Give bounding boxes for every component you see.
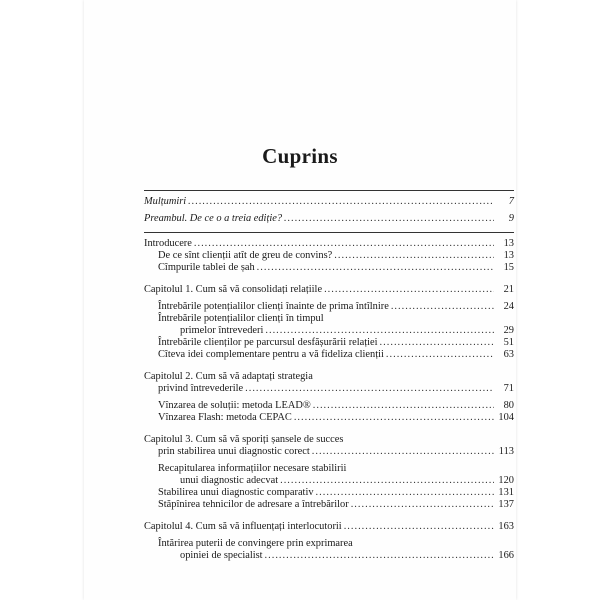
- toc-entry-label: Întărirea puterii de convingere prin exprimarea: [158, 538, 353, 549]
- toc-subentry[interactable]: [158, 400, 514, 412]
- divider: [144, 232, 514, 233]
- toc-entry-multumiri[interactable]: [144, 196, 514, 208]
- toc-entry-label: Capitolul 2. Cum să vă adaptați strategia: [144, 371, 313, 382]
- toc-subentry[interactable]: [158, 463, 514, 487]
- toc-entry-page: 9: [508, 213, 514, 224]
- book-page: [84, 0, 516, 600]
- toc-entry-label-cont: unui diagnostic adecvat: [180, 475, 279, 486]
- toc-entry-preambul[interactable]: [144, 213, 514, 225]
- toc-entry-page: 7: [508, 196, 514, 207]
- toc-subentry[interactable]: [158, 487, 514, 499]
- toc-entry-label: Stabilirea unui diagnostic comparativ: [158, 487, 314, 498]
- toc-entry-page: 137: [498, 499, 514, 510]
- toc-entry-label: Cîteva idei complementare pentru a vă fideliza clienții: [158, 349, 384, 360]
- toc-entry-label: Capitolul 1. Cum să vă consolidați relațiile: [144, 284, 323, 295]
- toc-entry-label-cont: prin stabilirea unui diagnostic corect: [158, 446, 310, 457]
- toc-subentry[interactable]: [158, 262, 514, 274]
- toc-entry-label-cont: primelor întrevederi: [180, 325, 264, 336]
- toc-entry-page: 163: [498, 521, 514, 532]
- toc-entry-chapter-2[interactable]: [144, 371, 514, 395]
- page-title: Cuprins: [262, 144, 338, 168]
- toc-entry-page: 29: [503, 325, 514, 336]
- toc-entry-page: 51: [503, 337, 514, 348]
- toc-entry-chapter-4[interactable]: [144, 521, 514, 533]
- toc-entry-page: 71: [503, 383, 514, 394]
- toc-entry-label: Vînzarea Flash: metoda CEPAC: [158, 412, 292, 423]
- toc-entry-label: Cîmpurile tablei de șah: [158, 262, 255, 273]
- toc-entry-page: 13: [503, 250, 514, 261]
- toc-entry-label: Vînzarea de soluții: metoda LEAD®: [158, 400, 311, 411]
- toc-entry-label: Preambul. De ce o a treia ediție?: [144, 213, 283, 224]
- toc-subentry[interactable]: [158, 499, 514, 511]
- toc-entry-page: 166: [498, 550, 514, 561]
- toc-entry-label: Mulțumiri: [144, 196, 187, 207]
- toc-entry-page: 15: [503, 262, 514, 273]
- toc-entry-page: 24: [503, 301, 514, 312]
- toc-subentry[interactable]: [158, 313, 514, 337]
- toc-subentry[interactable]: [158, 349, 514, 361]
- toc-subentry[interactable]: [158, 250, 514, 262]
- toc-entry-label: De ce sînt clienții atît de greu de convins?: [158, 250, 333, 261]
- toc-entry-page: 120: [498, 475, 514, 486]
- toc-entry-label: Capitolul 3. Cum să vă sporiți șansele de succes: [144, 434, 344, 445]
- toc-entry-label: Stăpînirea tehnicilor de adresare a întrebărilor: [158, 499, 349, 510]
- toc-entry-page: 104: [498, 412, 514, 423]
- toc-entry-label: Introducere: [144, 238, 192, 249]
- toc-entry-page: 80: [503, 400, 514, 411]
- toc-entry-page: 113: [498, 446, 514, 457]
- toc-entry-page: 21: [503, 284, 514, 295]
- toc-entry-page: 131: [498, 487, 514, 498]
- toc-entry-label: Întrebările potențialilor clienți înainte de prima întîlnire: [158, 301, 389, 312]
- toc-entry-page: 63: [503, 349, 514, 360]
- toc-subentry[interactable]: [158, 301, 514, 313]
- toc-entry-chapter-1[interactable]: [144, 284, 514, 296]
- toc-subentry[interactable]: [158, 412, 514, 424]
- toc-entry-chapter-3[interactable]: [144, 434, 514, 458]
- toc-entry-label-cont: privind întrevederile: [158, 383, 244, 394]
- toc-subentry[interactable]: [158, 538, 514, 562]
- toc-entry-label-cont: opiniei de specialist: [180, 550, 263, 561]
- toc-entry-label: Capitolul 4. Cum să vă influențați interlocutorii: [144, 521, 342, 532]
- toc-entry-page: 13: [503, 238, 514, 249]
- toc-entry-label: Întrebările potențialilor clienți în timpul: [158, 313, 324, 324]
- divider: [144, 190, 514, 191]
- toc-entry-label: Întrebările clienților pe parcursul desfășurării relației: [158, 337, 378, 348]
- toc-entry-label: Recapitularea informațiilor necesare stabilirii: [158, 463, 347, 474]
- toc-subentry[interactable]: [158, 337, 514, 349]
- toc-entry-introducere[interactable]: [144, 238, 514, 250]
